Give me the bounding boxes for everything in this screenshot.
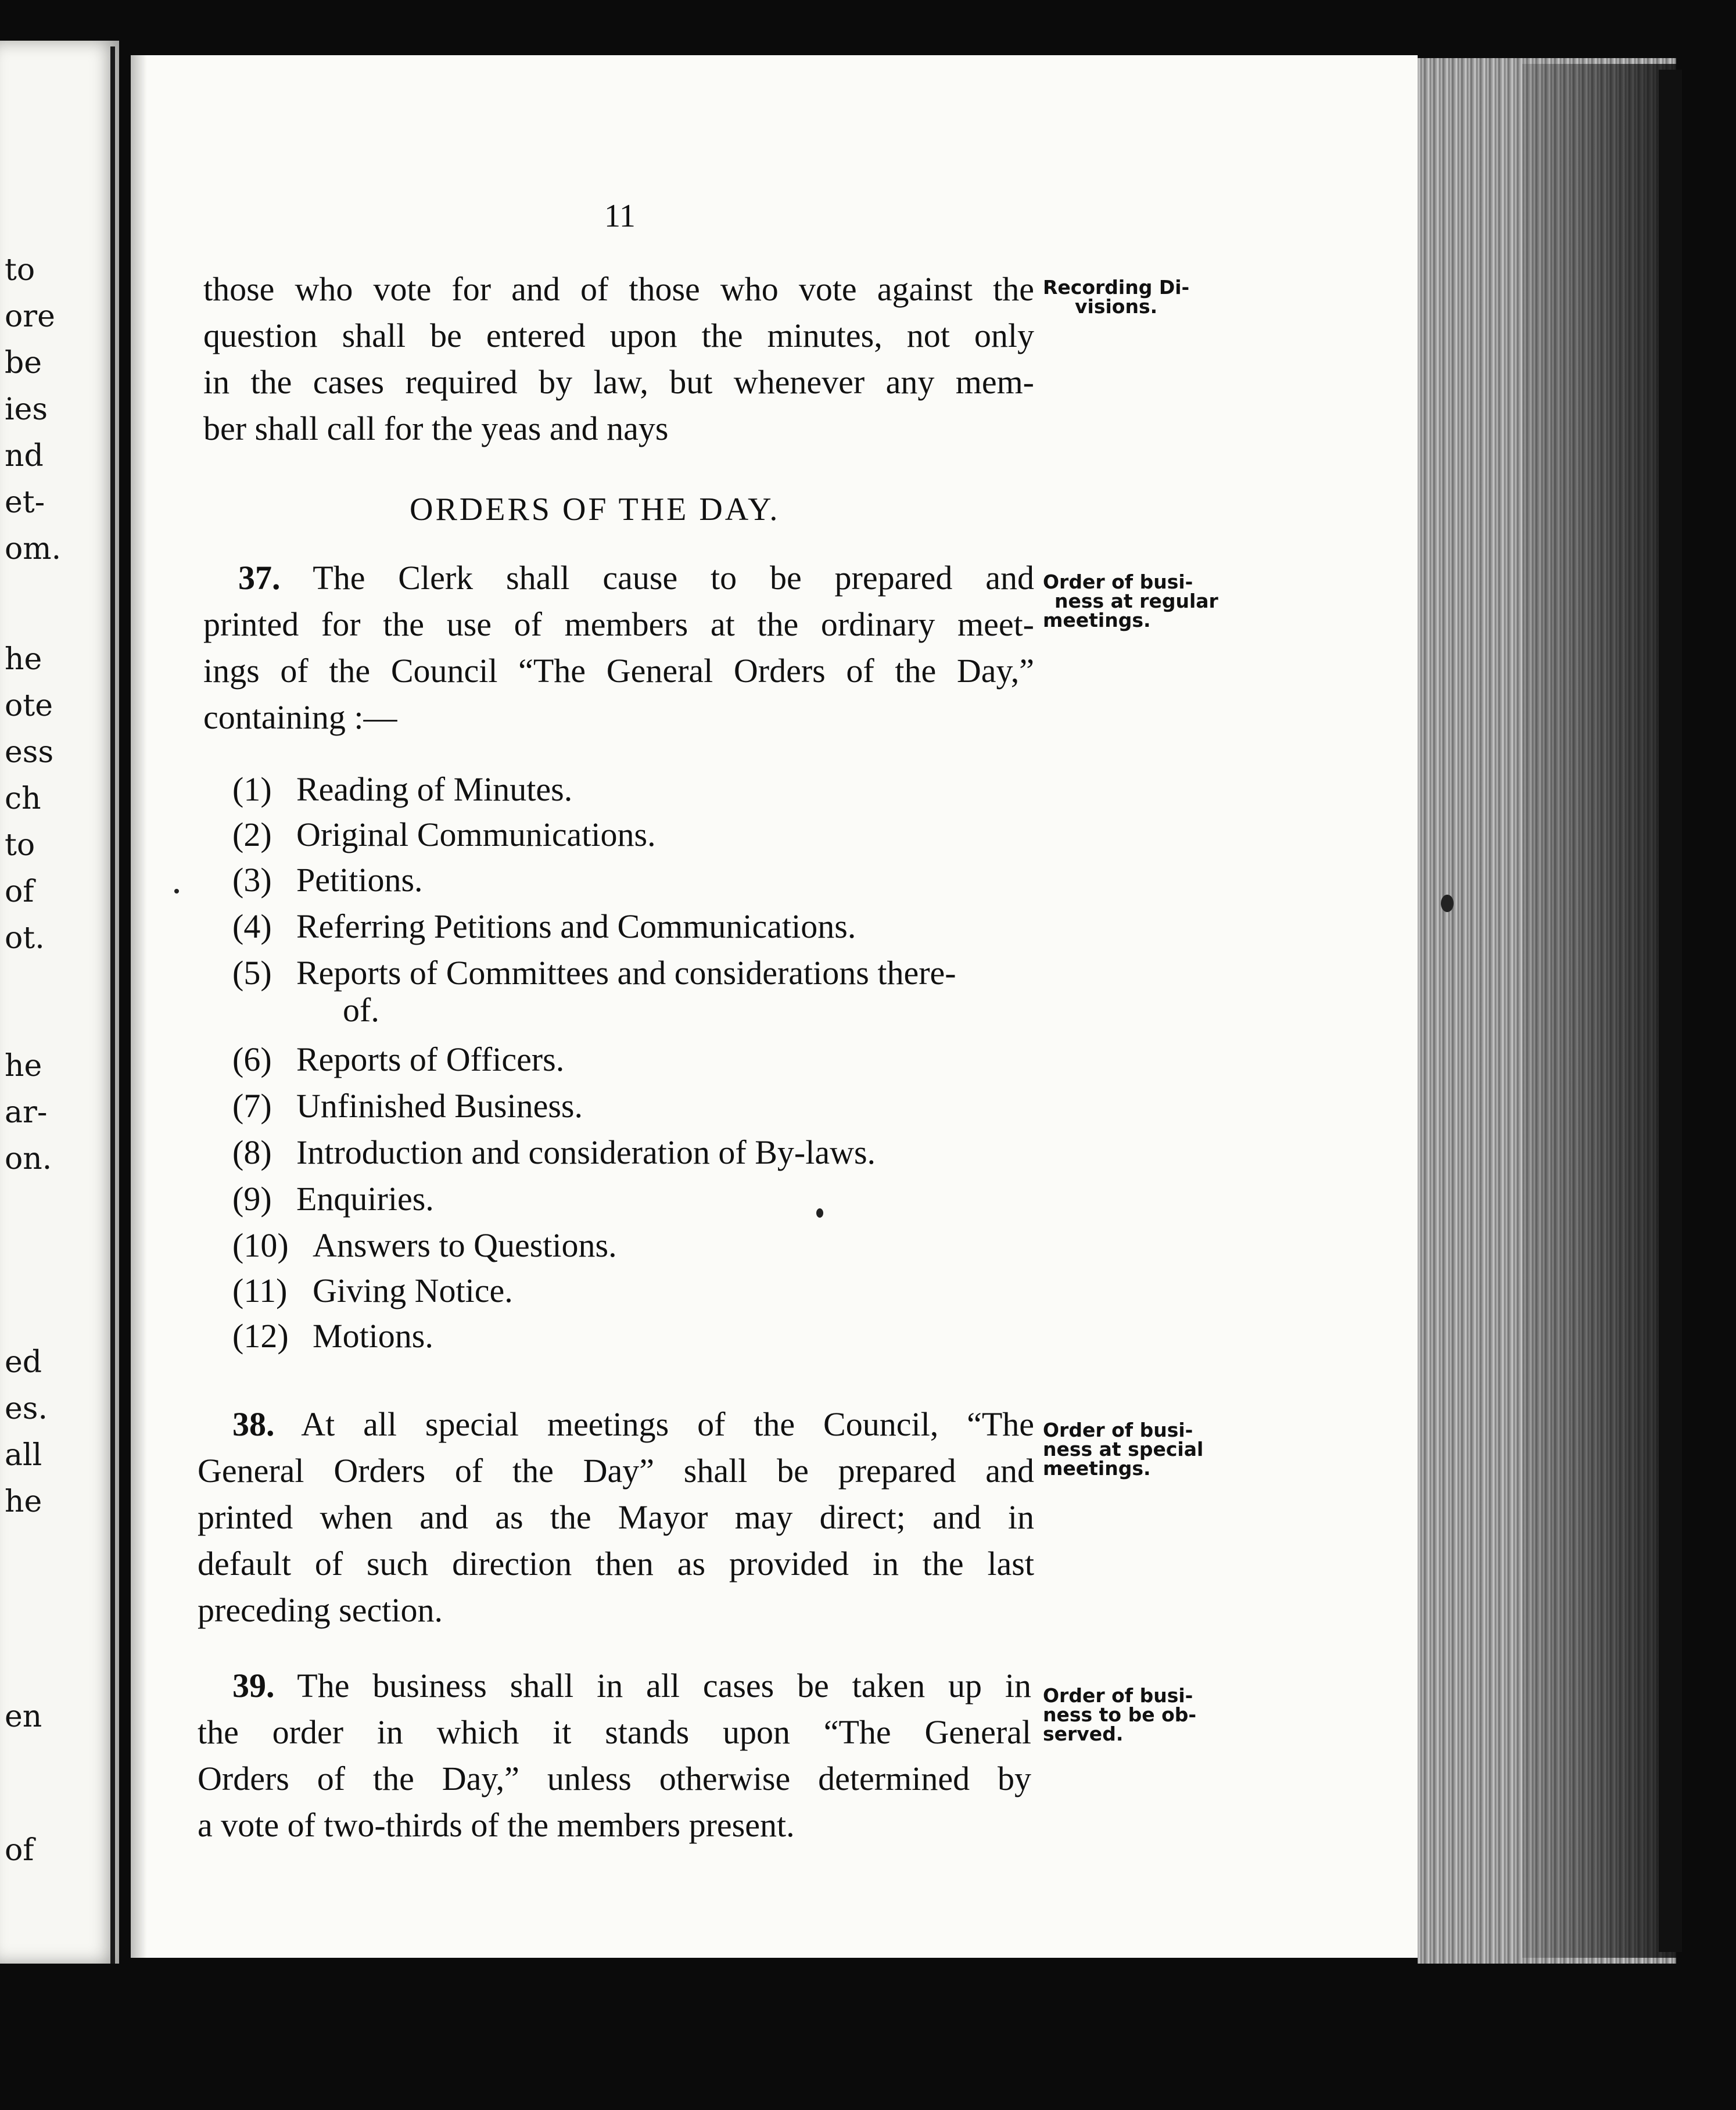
section-37-first-line: [238, 555, 1034, 601]
list-item-text: Original Communications.: [296, 816, 656, 853]
section-number: 37.: [238, 559, 281, 597]
margin-note-line: Order of busi-: [1043, 1419, 1193, 1441]
list-item: [232, 1037, 564, 1082]
list-item-number: (1): [232, 770, 272, 808]
list-item: [232, 1176, 434, 1222]
list-item-continuation: of.: [343, 991, 379, 1029]
book-cover-edge: [1659, 70, 1682, 1952]
section-38-first-line: [232, 1401, 1034, 1448]
margin-note-line: meetings.: [1043, 1457, 1151, 1480]
list-item-text: Introduction and consideration of By-laws.: [296, 1133, 876, 1171]
scan-speck: [1441, 895, 1454, 912]
paragraph-line: in the cases required by law, but whenever any mem-: [203, 363, 1034, 401]
page-fore-edge-shade: [1522, 64, 1676, 1958]
facing-text-fragment: be: [5, 346, 42, 381]
margin-note-line: ness at regular: [1054, 590, 1218, 612]
facing-text-fragment: all: [5, 1438, 42, 1473]
margin-note-regular-meetings: [1043, 572, 1235, 630]
facing-text-fragment: ess: [5, 735, 54, 770]
list-item-text: Motions.: [313, 1317, 433, 1355]
paragraph-line: question shall be entered upon the minutes, not only: [203, 317, 1034, 354]
list-item-text: Reports of Officers.: [296, 1040, 565, 1078]
margin-note-line: served.: [1043, 1723, 1124, 1745]
list-item-number: (10): [232, 1226, 289, 1264]
list-item: [232, 1223, 617, 1268]
paragraph-line: Orders of the Day,” unless otherwise determined by: [198, 1760, 1031, 1797]
list-item: [232, 812, 656, 857]
facing-text-fragment: ch: [5, 781, 41, 816]
margin-note-line: ness to be ob-: [1043, 1703, 1197, 1726]
list-item: [232, 1130, 876, 1175]
list-item-text: Giving Notice.: [313, 1272, 513, 1309]
list-item-text: Answers to Questions.: [313, 1226, 617, 1264]
list-item-number: (4): [232, 907, 272, 945]
facing-text-fragment: he: [5, 642, 42, 677]
scan-speck: [174, 889, 179, 893]
facing-text-fragment: ot.: [5, 921, 45, 956]
paragraph-line: printed when and as the Mayor may direct; and in: [198, 1498, 1034, 1536]
facing-text-fragment: es.: [5, 1391, 48, 1426]
list-item-number: (6): [232, 1040, 272, 1078]
list-item-number: (2): [232, 816, 272, 853]
list-item: [232, 1268, 513, 1314]
paragraph-line: containing :—: [203, 698, 397, 736]
facing-text-fragment: en: [5, 1699, 42, 1734]
list-item-text: Reports of Committees and considerations there-: [296, 954, 956, 992]
list-item-text: Petitions.: [296, 861, 423, 899]
margin-note-order-observed: [1043, 1686, 1235, 1743]
section-number: 38.: [232, 1405, 275, 1443]
list-item-text: Referring Petitions and Communications.: [296, 907, 856, 945]
paragraph-line: ings of the Council “The General Orders of the Day,”: [203, 652, 1034, 690]
facing-page: [0, 41, 119, 1964]
paragraph-line: printed for the use of members at the ordinary meet-: [203, 605, 1034, 643]
list-item: [232, 950, 956, 996]
margin-note-line: Order of busi-: [1043, 1684, 1193, 1707]
margin-note-recording-divisions: [1043, 278, 1235, 316]
list-item-number: (5): [232, 954, 272, 992]
list-item-number: (9): [232, 1180, 272, 1218]
paragraph-line: the order in which it stands upon “The General: [198, 1713, 1031, 1751]
margin-note-line: ness at special: [1043, 1438, 1204, 1461]
margin-note-line: meetings.: [1043, 609, 1151, 631]
section-heading: ORDERS OF THE DAY.: [410, 491, 780, 528]
facing-text-fragment: of: [5, 874, 34, 909]
facing-text-fragment: ar-: [5, 1095, 48, 1130]
section-number: 39.: [232, 1667, 275, 1704]
facing-text-fragment: to: [5, 253, 35, 288]
paragraph-line: The business shall in all cases be taken up in: [297, 1667, 1032, 1704]
facing-text-fragment: ore: [5, 299, 55, 334]
paragraph-line: General Orders of the Day” shall be prepared and: [198, 1452, 1034, 1490]
facing-text-fragment: of: [5, 1833, 34, 1868]
list-item: [232, 904, 856, 949]
list-item: [232, 857, 423, 903]
paragraph-line: ber shall call for the yeas and nays: [203, 410, 669, 447]
facing-text-fragment: ote: [5, 688, 53, 723]
list-item-text: Unfinished Business.: [296, 1087, 583, 1125]
paragraph-line: default of such direction then as provided in the last: [198, 1545, 1034, 1582]
facing-text-fragment: he: [5, 1484, 42, 1519]
paragraph-line: those who vote for and of those who vote against the: [203, 270, 1034, 308]
list-item: [232, 1314, 433, 1359]
facing-text-fragment: ies: [5, 392, 48, 427]
margin-note-special-meetings: [1043, 1420, 1235, 1478]
section-39-first-line: [232, 1663, 1031, 1709]
page-gutter-shade: [131, 55, 147, 1958]
facing-text-fragment: he: [5, 1049, 42, 1083]
facing-text-fragment: on.: [5, 1142, 52, 1176]
facing-text-fragment: to: [5, 828, 35, 863]
facing-text-fragment: et-: [5, 485, 45, 520]
list-item-number: (12): [232, 1317, 289, 1355]
list-item-number: (7): [232, 1087, 272, 1125]
list-item-number: (3): [232, 861, 272, 899]
facing-text-fragment: ed: [5, 1345, 42, 1380]
paragraph-line: preceding section.: [198, 1591, 443, 1629]
scan-speck: [816, 1208, 823, 1218]
list-item-text: Reading of Minutes.: [296, 770, 573, 808]
list-item-number: (11): [232, 1272, 288, 1309]
margin-note-line: Recording Di-: [1043, 276, 1190, 299]
paragraph-line: At all special meetings of the Council, “The: [301, 1405, 1034, 1443]
gutter-shadow: [110, 46, 115, 1964]
list-item: [232, 767, 572, 812]
list-item-number: (8): [232, 1133, 272, 1171]
list-item: [232, 1083, 583, 1129]
facing-text-fragment: om.: [5, 532, 62, 566]
facing-text-fragment: nd: [5, 439, 44, 473]
paragraph-line: a vote of two-thirds of the members present.: [198, 1806, 795, 1844]
list-item-text: Enquiries.: [296, 1180, 434, 1218]
margin-note-line: Order of busi-: [1043, 570, 1193, 593]
page-number: 11: [604, 198, 636, 234]
margin-note-line: visions.: [1075, 295, 1158, 318]
paragraph-line: The Clerk shall cause to be prepared and: [313, 559, 1034, 597]
